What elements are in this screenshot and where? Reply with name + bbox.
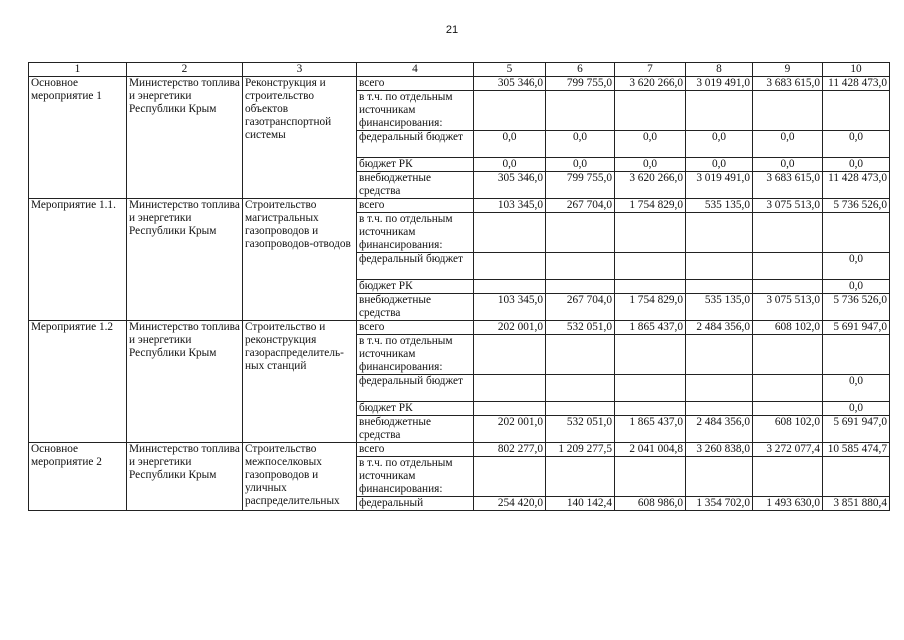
amount-cell: 535 135,0: [686, 199, 753, 213]
amount-cell: 10 585 474,7: [823, 443, 890, 457]
column-header: 4: [357, 63, 474, 77]
amount-cell: 5 736 526,0: [823, 294, 890, 321]
amount-cell: 305 346,0: [474, 77, 546, 91]
funding-source-cell: внебюджетные средства: [357, 294, 474, 321]
table-row: [29, 77, 890, 91]
amount-cell: [686, 335, 753, 375]
amount-cell: 0,0: [686, 131, 753, 158]
amount-cell: 0,0: [546, 158, 615, 172]
amount-cell: 1 209 277,5: [546, 443, 615, 457]
amount-cell: 799 755,0: [546, 77, 615, 91]
amount-cell: 0,0: [753, 158, 823, 172]
funding-source-cell: бюджет РК: [357, 402, 474, 416]
amount-cell: [753, 253, 823, 280]
amount-cell: 103 345,0: [474, 294, 546, 321]
amount-cell: 0,0: [474, 158, 546, 172]
funding-source-cell: в т.ч. по отдельным источникам финансирования:: [357, 457, 474, 497]
amount-cell: 5 691 947,0: [823, 416, 890, 443]
amount-cell: [686, 280, 753, 294]
amount-cell: 5 736 526,0: [823, 199, 890, 213]
amount-cell: 3 260 838,0: [686, 443, 753, 457]
amount-cell: [615, 253, 686, 280]
amount-cell: [546, 335, 615, 375]
amount-cell: 799 755,0: [546, 172, 615, 199]
amount-cell: 532 051,0: [546, 416, 615, 443]
amount-cell: 0,0: [615, 158, 686, 172]
amount-cell: 2 041 004,8: [615, 443, 686, 457]
amount-cell: [546, 280, 615, 294]
amount-cell: [686, 402, 753, 416]
amount-cell: 1 354 702,0: [686, 497, 753, 511]
amount-cell: [753, 402, 823, 416]
amount-cell: [686, 213, 753, 253]
amount-cell: [546, 91, 615, 131]
column-header: 2: [127, 63, 243, 77]
funding-source-cell: федеральный бюджет: [357, 375, 474, 402]
amount-cell: 3 019 491,0: [686, 77, 753, 91]
amount-cell: 608 102,0: [753, 416, 823, 443]
amount-cell: [615, 402, 686, 416]
amount-cell: 0,0: [823, 158, 890, 172]
amount-cell: 2 484 356,0: [686, 321, 753, 335]
page-number: 21: [445, 24, 459, 36]
funding-source-cell: всего: [357, 77, 474, 91]
funding-source-cell: всего: [357, 321, 474, 335]
amount-cell: 140 142,4: [546, 497, 615, 511]
column-header: 1: [29, 63, 127, 77]
table-row: [29, 443, 890, 457]
amount-cell: 0,0: [546, 131, 615, 158]
amount-cell: 0,0: [823, 131, 890, 158]
amount-cell: [615, 375, 686, 402]
amount-cell: [474, 213, 546, 253]
financing-table: [28, 62, 890, 511]
amount-cell: 0,0: [474, 131, 546, 158]
amount-cell: 802 277,0: [474, 443, 546, 457]
amount-cell: 0,0: [823, 280, 890, 294]
funding-source-cell: бюджет РК: [357, 280, 474, 294]
amount-cell: 0,0: [753, 131, 823, 158]
amount-cell: 1 865 437,0: [615, 321, 686, 335]
amount-cell: 0,0: [615, 131, 686, 158]
amount-cell: [753, 91, 823, 131]
amount-cell: [546, 402, 615, 416]
column-header: 7: [615, 63, 686, 77]
amount-cell: 3 075 513,0: [753, 294, 823, 321]
funding-source-cell: федеральный бюджет: [357, 253, 474, 280]
amount-cell: 11 428 473,0: [823, 77, 890, 91]
amount-cell: 3 683 615,0: [753, 172, 823, 199]
header-row: [29, 63, 890, 77]
amount-cell: [615, 213, 686, 253]
funding-source-cell: в т.ч. по отдельным источникам финансирования:: [357, 335, 474, 375]
amount-cell: [546, 253, 615, 280]
amount-cell: [753, 280, 823, 294]
amount-cell: 608 102,0: [753, 321, 823, 335]
activity-name-cell: Мероприятие 1.1.: [29, 199, 127, 321]
amount-cell: 0,0: [823, 402, 890, 416]
amount-cell: [474, 375, 546, 402]
amount-cell: 5 691 947,0: [823, 321, 890, 335]
executor-cell: Министерство топлива и энергетики Республики Крым: [127, 77, 243, 199]
column-header: 6: [546, 63, 615, 77]
funding-source-cell: всего: [357, 199, 474, 213]
amount-cell: 3 019 491,0: [686, 172, 753, 199]
funding-source-cell: бюджет РК: [357, 158, 474, 172]
amount-cell: [753, 457, 823, 497]
column-header: 8: [686, 63, 753, 77]
amount-cell: 254 420,0: [474, 497, 546, 511]
amount-cell: 3 851 880,4: [823, 497, 890, 511]
amount-cell: [823, 335, 890, 375]
amount-cell: 267 704,0: [546, 199, 615, 213]
description-cell: Реконструкция и строительство объектов газотранспортной системы: [243, 77, 357, 199]
table-row: [29, 321, 890, 335]
column-header: 10: [823, 63, 890, 77]
column-header: 3: [243, 63, 357, 77]
funding-source-cell: федеральный бюджет: [357, 131, 474, 158]
amount-cell: [474, 335, 546, 375]
column-header: 5: [474, 63, 546, 77]
amount-cell: [474, 402, 546, 416]
amount-cell: 305 346,0: [474, 172, 546, 199]
amount-cell: [546, 457, 615, 497]
amount-cell: 202 001,0: [474, 416, 546, 443]
amount-cell: 532 051,0: [546, 321, 615, 335]
funding-source-cell: внебюджетные средства: [357, 416, 474, 443]
amount-cell: [686, 457, 753, 497]
amount-cell: 535 135,0: [686, 294, 753, 321]
amount-cell: [753, 335, 823, 375]
amount-cell: [546, 213, 615, 253]
executor-cell: Министерство топлива и энергетики Республики Крым: [127, 443, 243, 511]
amount-cell: [823, 91, 890, 131]
funding-source-cell: федеральный: [357, 497, 474, 511]
description-cell: Строительство магистральных газопроводов и газопроводов-отводов: [243, 199, 357, 321]
amount-cell: [615, 335, 686, 375]
amount-cell: 3 075 513,0: [753, 199, 823, 213]
amount-cell: 3 620 266,0: [615, 77, 686, 91]
amount-cell: 2 484 356,0: [686, 416, 753, 443]
amount-cell: [823, 213, 890, 253]
activity-name-cell: Мероприятие 1.2: [29, 321, 127, 443]
amount-cell: 103 345,0: [474, 199, 546, 213]
activity-name-cell: Основное мероприятие 1: [29, 77, 127, 199]
amount-cell: 1 865 437,0: [615, 416, 686, 443]
amount-cell: [753, 213, 823, 253]
description-cell: Строительство и реконструкция газораспределитель-ных станций: [243, 321, 357, 443]
amount-cell: [615, 457, 686, 497]
amount-cell: 267 704,0: [546, 294, 615, 321]
amount-cell: 1 754 829,0: [615, 294, 686, 321]
amount-cell: 0,0: [686, 158, 753, 172]
amount-cell: 0,0: [823, 253, 890, 280]
amount-cell: [474, 280, 546, 294]
amount-cell: [753, 375, 823, 402]
funding-source-cell: в т.ч. по отдельным источникам финансирования:: [357, 213, 474, 253]
amount-cell: [686, 375, 753, 402]
description-cell: Строительство межпоселковых газопроводов и уличных распределительных: [243, 443, 357, 511]
funding-source-cell: в т.ч. по отдельным источникам финансирования:: [357, 91, 474, 131]
amount-cell: 0,0: [823, 375, 890, 402]
amount-cell: [615, 91, 686, 131]
amount-cell: 1 754 829,0: [615, 199, 686, 213]
amount-cell: [615, 280, 686, 294]
amount-cell: [686, 253, 753, 280]
amount-cell: 3 683 615,0: [753, 77, 823, 91]
amount-cell: 3 272 077,4: [753, 443, 823, 457]
funding-source-cell: всего: [357, 443, 474, 457]
amount-cell: [474, 457, 546, 497]
activity-name-cell: Основное мероприятие 2: [29, 443, 127, 511]
amount-cell: 1 493 630,0: [753, 497, 823, 511]
amount-cell: [474, 91, 546, 131]
funding-source-cell: внебюджетные средства: [357, 172, 474, 199]
executor-cell: Министерство топлива и энергетики Республики Крым: [127, 321, 243, 443]
amount-cell: 3 620 266,0: [615, 172, 686, 199]
amount-cell: 202 001,0: [474, 321, 546, 335]
column-header: 9: [753, 63, 823, 77]
amount-cell: 608 986,0: [615, 497, 686, 511]
amount-cell: [474, 253, 546, 280]
amount-cell: [686, 91, 753, 131]
executor-cell: Министерство топлива и энергетики Республики Крым: [127, 199, 243, 321]
table-row: [29, 199, 890, 213]
amount-cell: [546, 375, 615, 402]
amount-cell: [823, 457, 890, 497]
amount-cell: 11 428 473,0: [823, 172, 890, 199]
